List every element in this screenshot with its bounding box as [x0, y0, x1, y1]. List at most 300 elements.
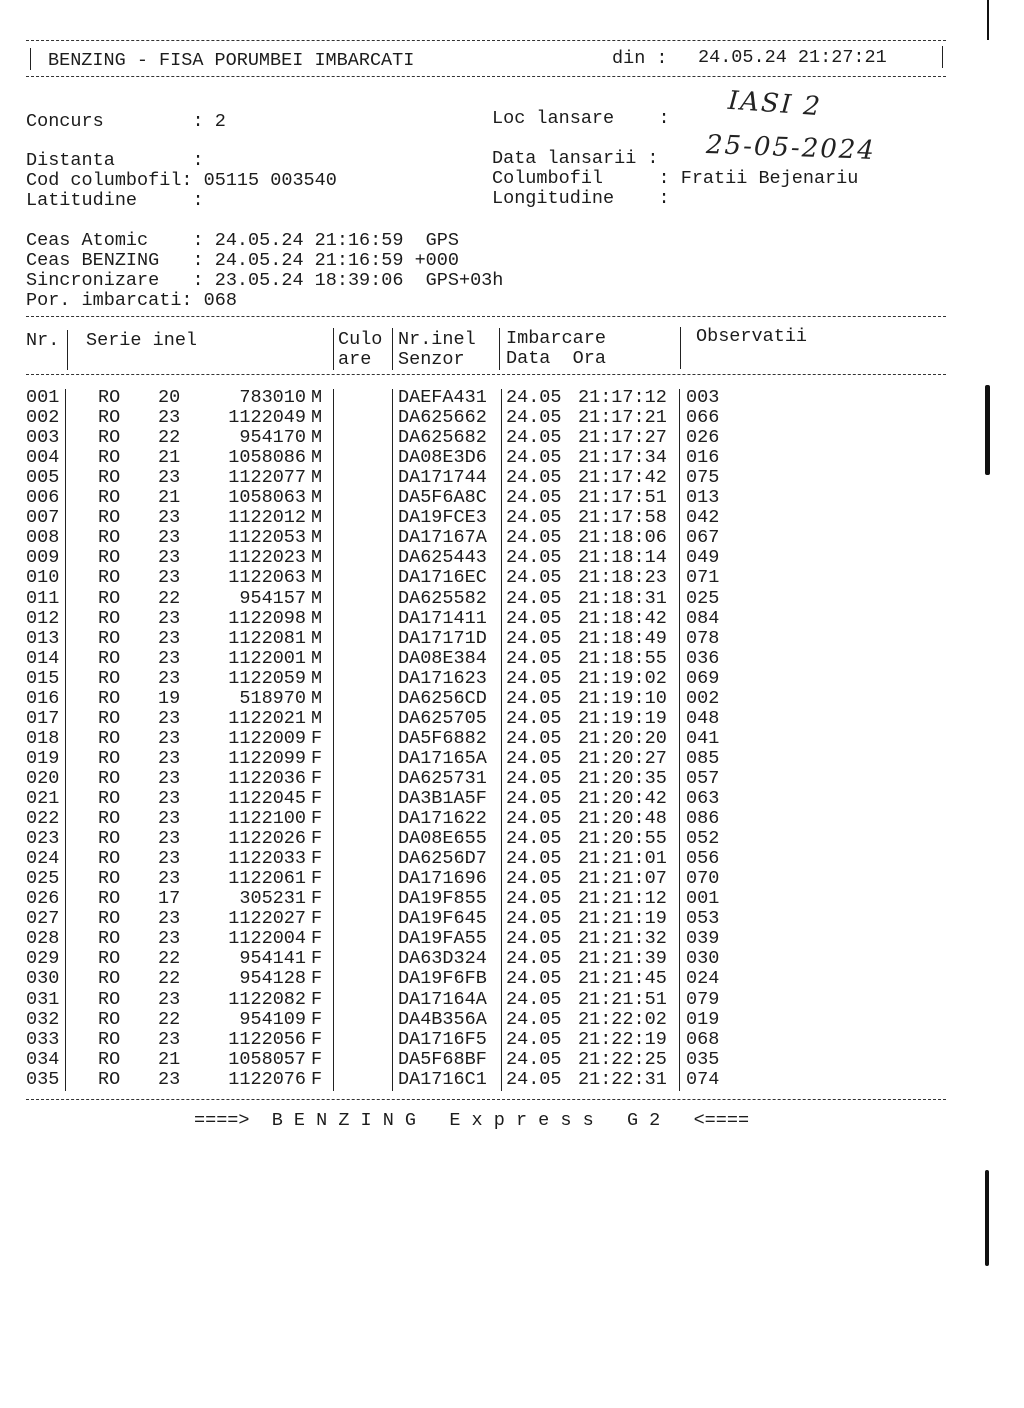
ring-year: 21 [158, 487, 181, 509]
ring-number: 1122045 [228, 788, 306, 809]
boarding-date: 24.05 [506, 707, 562, 729]
observation-number: 056 [686, 848, 720, 870]
ring-number: 1122081 [228, 627, 306, 649]
boarding-time: 21:19:10 [578, 687, 667, 709]
ring-year: 23 [158, 747, 181, 769]
boarding-date: 24.05 [506, 1008, 562, 1030]
ring-year: 23 [158, 407, 181, 429]
row-number: 006 [26, 487, 60, 509]
ring-number: 1122099 [228, 747, 306, 769]
table-row [0, 408, 1024, 428]
row-number: 012 [26, 607, 60, 629]
sensor-id: DA17165A [398, 747, 487, 769]
row-number: 017 [26, 707, 60, 729]
sex-code: F [311, 788, 323, 809]
boarding-time: 21:20:35 [578, 767, 667, 789]
boarding-time: 21:21:12 [578, 888, 667, 910]
boarding-date: 24.05 [506, 988, 562, 1010]
table-row [0, 829, 1024, 849]
col-header-imbarcare-2: Data Ora [506, 348, 606, 369]
boarding-time: 21:20:27 [578, 747, 667, 769]
ring-year: 21 [158, 447, 181, 469]
table-row [0, 629, 1024, 649]
boarding-date: 24.05 [506, 788, 562, 809]
boarding-date: 24.05 [506, 487, 562, 509]
ring-year: 22 [158, 587, 181, 609]
sex-code: M [311, 567, 323, 589]
observation-number: 078 [686, 627, 720, 649]
boarding-date: 24.05 [506, 1068, 562, 1090]
table-row [0, 869, 1024, 889]
country-code: RO [98, 908, 121, 930]
row-number: 009 [26, 547, 60, 569]
ring-number: 1058086 [228, 447, 306, 469]
ring-year: 23 [158, 507, 181, 529]
ring-year: 23 [158, 467, 181, 489]
boarding-date: 24.05 [506, 908, 562, 930]
row-number: 018 [26, 727, 60, 749]
sex-code: F [311, 988, 323, 1010]
observation-number: 042 [686, 507, 720, 529]
boarding-time: 21:22:19 [578, 1028, 667, 1050]
sensor-id: DA19F855 [398, 888, 487, 910]
boarding-time: 21:17:34 [578, 447, 667, 469]
ring-year: 23 [158, 928, 181, 950]
sex-code: F [311, 747, 323, 769]
boarding-time: 21:21:45 [578, 968, 667, 990]
ring-year: 23 [158, 908, 181, 930]
boarding-time: 21:17:42 [578, 467, 667, 489]
country-code: RO [98, 647, 121, 669]
ring-number: 954157 [239, 587, 306, 609]
ring-year: 23 [158, 647, 181, 669]
boarding-date: 24.05 [506, 968, 562, 990]
ring-number: 1122061 [228, 868, 306, 890]
table-row [0, 889, 1024, 909]
body-sep-sex [333, 389, 334, 1091]
cod-columbofil-line: Cod columbofil: 05115 003540 [26, 170, 337, 191]
boarding-date: 24.05 [506, 507, 562, 529]
ring-year: 23 [158, 567, 181, 589]
sex-code: F [311, 868, 323, 890]
boarding-date: 24.05 [506, 587, 562, 609]
observation-number: 063 [686, 788, 720, 809]
observation-number: 067 [686, 527, 720, 549]
sensor-id: DA6256D7 [398, 848, 487, 870]
col-header-culoare-1: Culo [338, 329, 383, 350]
sensor-id: DA171623 [398, 667, 487, 689]
table-row [0, 689, 1024, 709]
table-row [0, 508, 1024, 528]
row-number: 023 [26, 828, 60, 850]
boarding-time: 21:20:20 [578, 727, 667, 749]
ring-number: 1122082 [228, 988, 306, 1010]
sensor-id: DA17164A [398, 988, 487, 1010]
table-row [0, 789, 1024, 809]
observation-number: 071 [686, 567, 720, 589]
sensor-id: DA625582 [398, 587, 487, 609]
boarding-time: 21:21:51 [578, 988, 667, 1010]
ring-year: 22 [158, 427, 181, 449]
observation-number: 075 [686, 467, 720, 489]
sex-code: M [311, 427, 323, 449]
observation-number: 013 [686, 487, 720, 509]
table-row [0, 969, 1024, 989]
ring-year: 23 [158, 788, 181, 809]
sensor-id: DA5F6882 [398, 727, 487, 749]
scan-edge-mark-top [987, 0, 989, 40]
sex-code: M [311, 527, 323, 549]
sensor-id: DA5F68BF [398, 1048, 487, 1070]
row-number: 033 [26, 1028, 60, 1050]
sensor-id: DA17171D [398, 627, 487, 649]
ring-year: 23 [158, 707, 181, 729]
observation-number: 030 [686, 948, 720, 970]
table-row [0, 528, 1024, 548]
row-number: 025 [26, 868, 60, 890]
sensor-id: DA625662 [398, 407, 487, 429]
ring-year: 23 [158, 607, 181, 629]
ring-year: 23 [158, 527, 181, 549]
table-row [0, 589, 1024, 609]
ring-number: 1122053 [228, 527, 306, 549]
row-number: 008 [26, 527, 60, 549]
country-code: RO [98, 427, 121, 449]
ring-year: 23 [158, 667, 181, 689]
ring-number: 954170 [239, 427, 306, 449]
sex-code: M [311, 707, 323, 729]
table-row [0, 448, 1024, 468]
boarding-time: 21:21:19 [578, 908, 667, 930]
sex-code: F [311, 1028, 323, 1050]
row-number: 028 [26, 928, 60, 950]
boarding-date: 24.05 [506, 888, 562, 910]
por-imbarcati-line: Por. imbarcati: 068 [26, 290, 237, 311]
boarding-date: 24.05 [506, 607, 562, 629]
columbofil-line: Columbofil : Fratii Bejenariu [492, 168, 859, 189]
ring-year: 23 [158, 868, 181, 890]
row-number: 029 [26, 948, 60, 970]
sex-code: M [311, 467, 323, 489]
sex-code: M [311, 587, 323, 609]
ring-year: 22 [158, 1008, 181, 1030]
boarding-time: 21:21:32 [578, 928, 667, 950]
boarding-date: 24.05 [506, 687, 562, 709]
boarding-time: 21:20:48 [578, 808, 667, 830]
sensor-id: DA5F6A8C [398, 487, 487, 509]
observation-number: 001 [686, 888, 720, 910]
sex-code: F [311, 808, 323, 830]
boarding-time: 21:17:51 [578, 487, 667, 509]
ring-number: 954128 [239, 968, 306, 990]
boarding-time: 21:18:14 [578, 547, 667, 569]
sex-code: M [311, 647, 323, 669]
country-code: RO [98, 627, 121, 649]
boarding-time: 21:21:39 [578, 948, 667, 970]
observation-number: 068 [686, 1028, 720, 1050]
ring-year: 23 [158, 988, 181, 1010]
sex-code: F [311, 888, 323, 910]
table-row [0, 468, 1024, 488]
sex-code: M [311, 667, 323, 689]
boarding-date: 24.05 [506, 928, 562, 950]
ring-number: 1122012 [228, 507, 306, 529]
ring-number: 1122004 [228, 928, 306, 950]
sensor-id: DA171696 [398, 868, 487, 890]
latitudine-line: Latitudine : [26, 190, 204, 211]
ring-number: 954141 [239, 948, 306, 970]
row-number: 026 [26, 888, 60, 910]
row-number: 011 [26, 587, 60, 609]
observation-number: 049 [686, 547, 720, 569]
loc-lansare-line: Loc lansare : [492, 108, 670, 129]
ring-number: 954109 [239, 1008, 306, 1030]
observation-number: 079 [686, 988, 720, 1010]
ring-year: 23 [158, 808, 181, 830]
sensor-id: DA19FCE3 [398, 507, 487, 529]
footer-banner: ====> B E N Z I N G E x p r e s s G 2 <==== [194, 1110, 750, 1131]
table-row [0, 609, 1024, 629]
sensor-id: DA3B1A5F [398, 788, 487, 809]
observation-number: 048 [686, 707, 720, 729]
country-code: RO [98, 727, 121, 749]
table-row [0, 1010, 1024, 1030]
sex-code: F [311, 767, 323, 789]
country-code: RO [98, 387, 121, 408]
col-header-culoare-2: are [338, 349, 372, 370]
sensor-id: DA1716EC [398, 567, 487, 589]
table-row [0, 929, 1024, 949]
country-code: RO [98, 1048, 121, 1070]
ring-number: 1122026 [228, 828, 306, 850]
ring-year: 17 [158, 888, 181, 910]
observation-number: 069 [686, 667, 720, 689]
observation-number: 070 [686, 868, 720, 890]
observation-number: 084 [686, 607, 720, 629]
boarding-date: 24.05 [506, 527, 562, 549]
sex-code: F [311, 828, 323, 850]
row-number: 013 [26, 627, 60, 649]
row-number: 031 [26, 988, 60, 1010]
ring-year: 23 [158, 828, 181, 850]
boarding-time: 21:22:31 [578, 1068, 667, 1090]
sex-code: F [311, 928, 323, 950]
sincronizare-line: Sincronizare : 23.05.24 18:39:06 GPS+03h [26, 270, 504, 291]
table-row [0, 548, 1024, 568]
table-row [0, 749, 1024, 769]
sensor-id: DA19F645 [398, 908, 487, 930]
row-number: 027 [26, 908, 60, 930]
country-code: RO [98, 527, 121, 549]
body-sep-senzor [501, 389, 502, 1091]
table-row [0, 729, 1024, 749]
observation-number: 052 [686, 828, 720, 850]
boarding-date: 24.05 [506, 447, 562, 469]
sex-code: M [311, 387, 323, 408]
sex-code: F [311, 908, 323, 930]
row-number: 001 [26, 387, 60, 408]
ring-number: 1122056 [228, 1028, 306, 1050]
boarding-time: 21:22:25 [578, 1048, 667, 1070]
ceas-benzing-line: Ceas BENZING : 24.05.24 21:16:59 +000 [26, 250, 459, 271]
table-row [0, 849, 1024, 869]
observation-number: 025 [686, 587, 720, 609]
sex-code: F [311, 948, 323, 970]
sensor-id: DAEFA431 [398, 387, 487, 408]
din-label: din : [612, 48, 668, 69]
scan-edge-mark-middle [985, 385, 990, 475]
boarding-time: 21:18:49 [578, 627, 667, 649]
ring-number: 1122021 [228, 707, 306, 729]
ring-number: 1122049 [228, 407, 306, 429]
country-code: RO [98, 447, 121, 469]
country-code: RO [98, 1068, 121, 1090]
country-code: RO [98, 607, 121, 629]
boarding-date: 24.05 [506, 467, 562, 489]
country-code: RO [98, 507, 121, 529]
boarding-time: 21:21:01 [578, 848, 667, 870]
boarding-date: 24.05 [506, 848, 562, 870]
boarding-date: 24.05 [506, 407, 562, 429]
country-code: RO [98, 868, 121, 890]
ring-year: 23 [158, 767, 181, 789]
row-number: 019 [26, 747, 60, 769]
row-number: 021 [26, 788, 60, 809]
observation-number: 086 [686, 808, 720, 830]
scan-edge-mark-lower [985, 1170, 989, 1266]
boarding-time: 21:20:42 [578, 788, 667, 809]
country-code: RO [98, 948, 121, 970]
country-code: RO [98, 788, 121, 809]
boarding-time: 21:18:06 [578, 527, 667, 549]
observation-number: 074 [686, 1068, 720, 1090]
boarding-date: 24.05 [506, 747, 562, 769]
body-sep-culoare [392, 389, 393, 1091]
ring-number: 1122033 [228, 848, 306, 870]
sex-code: M [311, 627, 323, 649]
table-row [0, 809, 1024, 829]
boarding-time: 21:19:02 [578, 667, 667, 689]
ring-number: 1122076 [228, 1068, 306, 1090]
table-row [0, 428, 1024, 448]
ring-year: 23 [158, 1068, 181, 1090]
table-row [0, 388, 1024, 408]
row-number: 024 [26, 848, 60, 870]
row-number: 014 [26, 647, 60, 669]
ring-number: 1122098 [228, 607, 306, 629]
sensor-id: DA171622 [398, 808, 487, 830]
row-number: 020 [26, 767, 60, 789]
row-number: 034 [26, 1048, 60, 1070]
boarding-date: 24.05 [506, 567, 562, 589]
ring-year: 20 [158, 387, 181, 408]
sensor-id: DA171744 [398, 467, 487, 489]
sex-code: M [311, 487, 323, 509]
country-code: RO [98, 547, 121, 569]
ring-number: 1122100 [228, 808, 306, 830]
observation-number: 035 [686, 1048, 720, 1070]
data-lansarii-handwritten: 25-05-2024 [705, 130, 877, 166]
sex-code: F [311, 1048, 323, 1070]
sensor-id: DA08E655 [398, 828, 487, 850]
sex-code: M [311, 607, 323, 629]
col-header-serie: Serie inel [86, 330, 198, 351]
sex-code: M [311, 507, 323, 529]
sex-code: M [311, 687, 323, 709]
table-row [0, 709, 1024, 729]
observation-number: 053 [686, 908, 720, 930]
sex-code: M [311, 447, 323, 469]
table-row [0, 909, 1024, 929]
country-code: RO [98, 707, 121, 729]
boarding-time: 21:17:12 [578, 387, 667, 408]
country-code: RO [98, 848, 121, 870]
boarding-time: 21:18:23 [578, 567, 667, 589]
boarding-date: 24.05 [506, 1028, 562, 1050]
sex-code: F [311, 968, 323, 990]
sensor-id: DA08E3D6 [398, 447, 487, 469]
country-code: RO [98, 467, 121, 489]
boarding-date: 24.05 [506, 1048, 562, 1070]
ring-number: 1122063 [228, 567, 306, 589]
sensor-id: DA6256CD [398, 687, 487, 709]
country-code: RO [98, 808, 121, 830]
observation-number: 003 [686, 387, 720, 408]
row-number: 004 [26, 447, 60, 469]
country-code: RO [98, 988, 121, 1010]
table-bottom-rule [26, 1099, 946, 1100]
sensor-id: DA171411 [398, 607, 487, 629]
observation-number: 036 [686, 647, 720, 669]
row-number: 003 [26, 427, 60, 449]
table-row [0, 949, 1024, 969]
observation-number: 016 [686, 447, 720, 469]
country-code: RO [98, 587, 121, 609]
row-number: 035 [26, 1068, 60, 1090]
document-title: BENZING - FISA PORUMBEI IMBARCATI [48, 50, 415, 71]
table-row [0, 669, 1024, 689]
ring-number: 305231 [239, 888, 306, 910]
boarding-date: 24.05 [506, 727, 562, 749]
distanta-line: Distanta : [26, 150, 204, 171]
boarding-time: 21:18:55 [578, 647, 667, 669]
body-sep-nr [65, 389, 66, 1091]
country-code: RO [98, 407, 121, 429]
longitudine-line: Longitudine : [492, 188, 670, 209]
sex-code: F [311, 1008, 323, 1030]
country-code: RO [98, 828, 121, 850]
ring-year: 23 [158, 727, 181, 749]
col-header-observatii: Observatii [696, 326, 808, 347]
sex-code: F [311, 848, 323, 870]
ring-year: 22 [158, 948, 181, 970]
table-row [0, 488, 1024, 508]
country-code: RO [98, 667, 121, 689]
ring-number: 783010 [239, 387, 306, 408]
ring-year: 23 [158, 627, 181, 649]
boarding-time: 21:17:27 [578, 427, 667, 449]
sex-code: M [311, 547, 323, 569]
row-number: 007 [26, 507, 60, 529]
observation-number: 041 [686, 727, 720, 749]
col-header-nr: Nr. [26, 330, 60, 351]
concurs-line: Concurs : 2 [26, 111, 226, 132]
table-row [0, 1030, 1024, 1050]
sensor-id: DA08E384 [398, 647, 487, 669]
observation-number: 019 [686, 1008, 720, 1030]
ring-number: 1122023 [228, 547, 306, 569]
boarding-date: 24.05 [506, 387, 562, 408]
